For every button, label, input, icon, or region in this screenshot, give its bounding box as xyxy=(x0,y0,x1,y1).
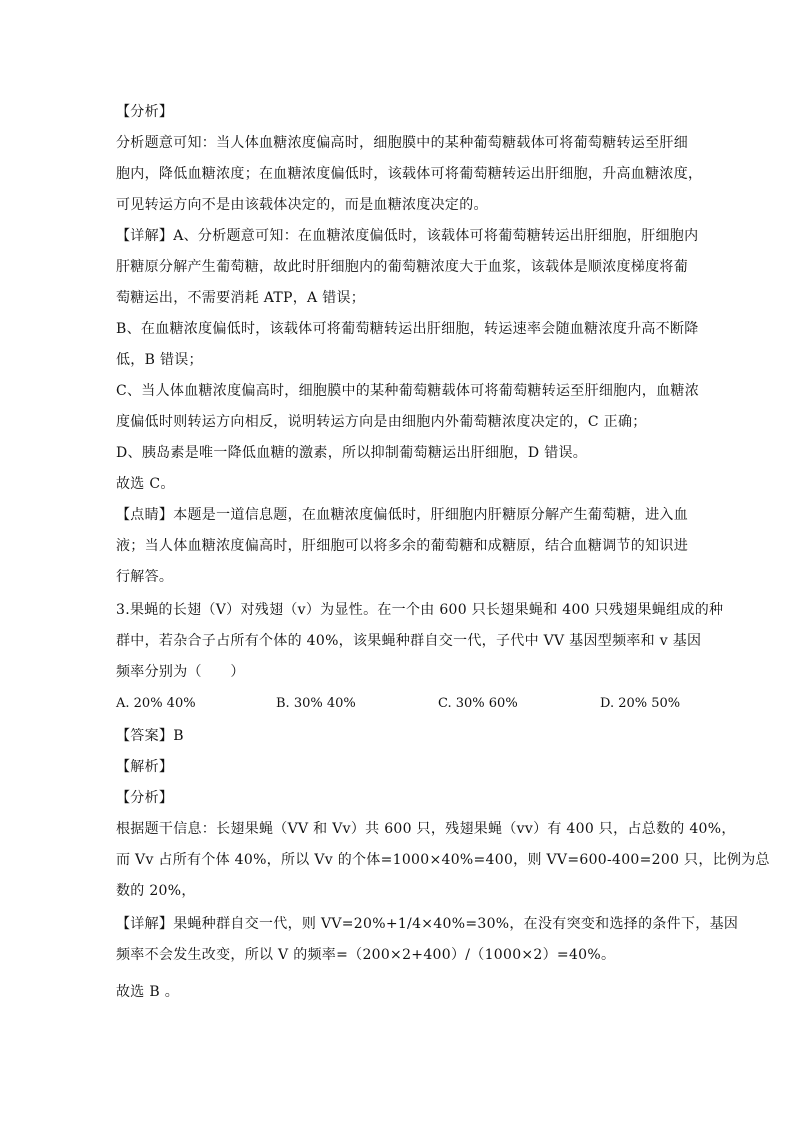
section-heading-explanation: 【解析】 xyxy=(116,759,174,775)
option-d: D. 20% 50% xyxy=(600,696,681,711)
text-line: D、胰岛素是唯一降低血糖的激素，所以抑制葡萄糖运出肝细胞，D 错误。 xyxy=(116,445,588,461)
text-line: B、在血糖浓度偏低时，该载体可将葡萄糖转运出肝细胞，转运速率会随血糖浓度升高不断降 xyxy=(116,321,699,337)
text-line: 根据题干信息：长翅果蝇（VV 和 Vv）共 600 只，残翅果蝇（vv）有 400 只，占总数的 40%， xyxy=(116,821,736,837)
section-heading-analysis: 【分析】 xyxy=(116,104,174,120)
option-c: C. 30% 60% xyxy=(438,696,518,711)
text-line: C、当人体血糖浓度偏高时，细胞膜中的某种葡萄糖载体可将葡萄糖转运至肝细胞内，血糖浓 xyxy=(116,383,700,399)
text-line: 胞内，降低血糖浓度；在血糖浓度偏低时，该载体可将葡萄糖转运出肝细胞，升高血糖浓度， xyxy=(116,166,703,182)
section-heading-detail: 【详解】A、分析题意可知：在血糖浓度偏低时，该载体可将葡萄糖转运出肝细胞，肝细胞内 xyxy=(116,228,699,244)
section-heading-analysis: 【分析】 xyxy=(116,790,174,806)
text-line: 而 Vv 占所有个体 40%，所以 Vv 的个体=1000×40%=400，则 VV=600-400=200 只，比例为总 xyxy=(116,852,770,868)
answer-line: 【答案】B xyxy=(116,728,184,744)
question-3-text: 3.果蝇的长翅（V）对残翅（v）为显性。在一个由 600 只长翅果蝇和 400 只残翅果蝇组成的种 xyxy=(116,602,724,618)
text-line: 液；当人体血糖浓度偏高时，肝细胞可以将多余的葡萄糖和成糖原，结合血糖调节的知识进 xyxy=(116,538,688,554)
option-b: B. 30% 40% xyxy=(276,696,356,711)
text-line: 故选 B 。 xyxy=(116,984,179,1000)
text-line: 行解答。 xyxy=(116,569,174,585)
option-a: A. 20% 40% xyxy=(116,696,196,711)
text-line: 数的 20%， xyxy=(116,883,196,899)
text-line: 分析题意可知：当人体血糖浓度偏高时，细胞膜中的某种葡萄糖载体可将葡萄糖转运至肝细 xyxy=(116,135,688,151)
answer-options xyxy=(116,694,686,714)
text-line: 肝糖原分解产生葡萄糖，故此时肝细胞内的葡萄糖浓度大于血浆，该载体是顺浓度梯度将葡 xyxy=(116,259,688,275)
text-line: 故选 C。 xyxy=(116,476,175,492)
text-line: 度偏低时则转运方向相反，说明转运方向是由细胞内外葡萄糖浓度决定的，C 正确； xyxy=(116,414,647,430)
text-line: 可见转运方向不是由该载体决定的，而是血糖浓度决定的。 xyxy=(116,197,488,213)
text-line: 低，B 错误； xyxy=(116,352,203,368)
section-heading-comment: 【点睛】本题是一道信息题，在血糖浓度偏低时，肝细胞内肝糖原分解产生葡萄糖，进入血 xyxy=(116,507,688,523)
text-line: 萄糖运出，不需要消耗 ATP，A 错误； xyxy=(116,290,366,306)
text-line: 频率不会发生改变，所以 V 的频率=（200×2+400）/（1000×2）=40%。 xyxy=(116,947,616,963)
text-line: 群中，若杂合子占所有个体的 40%，该果蝇种群自交一代，子代中 VV 基因型频率和 v 基因 xyxy=(116,633,702,649)
text-line: 频率分别为（ ） xyxy=(116,664,245,680)
section-heading-detail: 【详解】果蝇种群自交一代，则 VV=20%+1/4×40%=30%，在没有突变和选择的条件下，基因 xyxy=(116,916,739,932)
